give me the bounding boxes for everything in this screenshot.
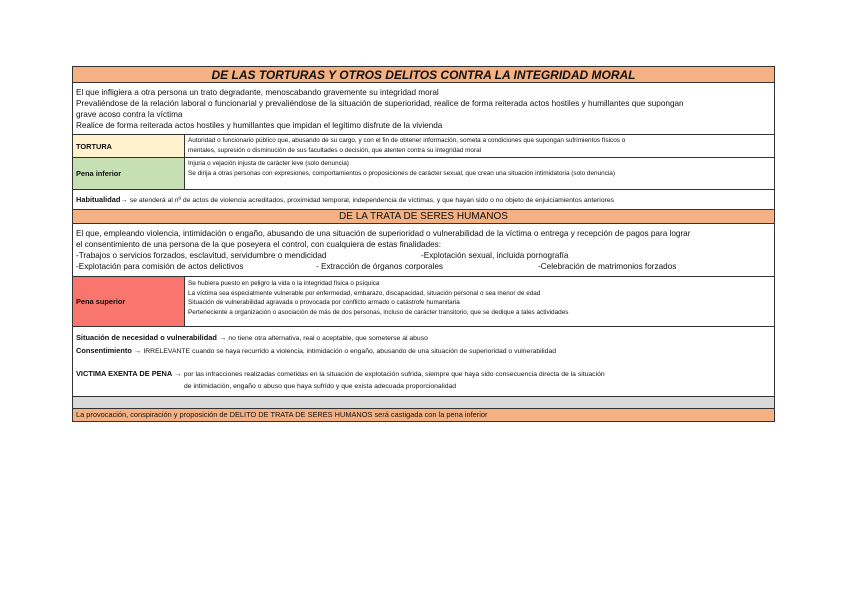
purpose-item: -Explotación sexual, incluida pornografía bbox=[421, 251, 569, 260]
pena-inferior-row bbox=[73, 158, 774, 190]
section-title-trata: DE LA TRATA DE SERES HUMANOS bbox=[73, 210, 774, 224]
situacion-label: Situación de necesidad o vulnerabilidad bbox=[76, 333, 217, 342]
purpose-item: -Trabajos o servicios forzados, esclavitud, servidumbre o mendicidad bbox=[76, 251, 327, 260]
tortura-label: TORTURA bbox=[73, 135, 185, 157]
arrow-icon: → bbox=[133, 346, 142, 355]
tortura-line: mentales, supresión o disminución de sus facultades o decisión, que atenten contra su integridad moral bbox=[188, 146, 482, 154]
pena-superior-line: La víctima sea especialmente vulnerable por enfermedad, embarazo, discapacidad, situación personal o sea menor de edad bbox=[188, 289, 541, 297]
pena-inferior-text bbox=[185, 158, 774, 189]
purpose-item: - Extracción de órganos corporales bbox=[316, 262, 443, 271]
spacer-row bbox=[73, 397, 774, 409]
victima-text-1: por las infracciones realizadas cometidas en la situación de explotación sufrida, siempre que haya sido consecuencia directa de la situación bbox=[183, 371, 605, 378]
consentimiento-label: Consentimiento bbox=[76, 346, 132, 355]
intro-line: Prevaliéndose de la relación laboral o funcionarial y prevaliéndose de la situación de superioridad, realice de forma reiterada actos hostiles y humillantes que supongan bbox=[76, 99, 684, 108]
consentimiento-text: cuando se haya recurrido a violencia, intimidación o engaño, abusando de una situación de superioridad o vulnerabilidad bbox=[192, 348, 557, 355]
pena-inferior-line: Se dirija a otras personas con expresiones, comportamientos o proposiciones de carácter sexual, que crean una situación intimidatoria (solo denuncia) bbox=[188, 169, 615, 177]
purpose-item: -Celebración de matrimonios forzados bbox=[538, 262, 677, 271]
pena-superior-row bbox=[73, 277, 774, 327]
habitualidad-label: Habitualidad bbox=[76, 195, 121, 204]
tortura-row bbox=[73, 135, 774, 158]
section-title-torturas: DE LAS TORTURAS Y OTROS DELITOS CONTRA LA INTEGRIDAD MORAL bbox=[73, 67, 774, 83]
footer-note: La provocación, conspiración y proposición de DELITO DE TRATA DE SERES HUMANOS será castigada con la pena inferior bbox=[73, 409, 774, 421]
trata-intro-line: El que, empleando violencia, intimidación o engaño, abusando de una situación de superioridad o vulnerabilidad de la víctima o entrega y recepción de pagos para lograr bbox=[76, 229, 691, 238]
intro-line: grave acoso contra la víctima bbox=[76, 110, 183, 119]
intro-line: El que infligiera a otra persona un trato degradante, menoscabando gravemente su integridad moral bbox=[76, 88, 439, 97]
victima-line bbox=[76, 368, 771, 381]
arrow-icon: → bbox=[218, 333, 227, 342]
intro-line: Realice de forma reiterada actos hostiles y humillantes que impidan el legítimo disfrute de la vivienda bbox=[76, 121, 443, 130]
pena-superior-line: Se hubiera puesto en peligro la vida o la integridad física o psíquica bbox=[188, 280, 380, 287]
trata-notes bbox=[73, 327, 774, 397]
purposes-line-2 bbox=[76, 261, 771, 272]
pena-inferior-line: Injuria o vejación injusta de carácter leve (solo denuncia) bbox=[188, 160, 349, 167]
consentimiento-line bbox=[76, 345, 771, 358]
situacion-text: no tiene otra alternativa, real o aceptable, que someterse al abuso bbox=[228, 335, 428, 342]
purposes-line-1 bbox=[76, 250, 771, 261]
pena-superior-label: Pena superior bbox=[73, 277, 185, 326]
habitualidad-row bbox=[73, 190, 774, 210]
situacion-line bbox=[76, 332, 771, 345]
summary-table bbox=[72, 66, 775, 422]
victima-label: VICTIMA EXENTA DE PENA bbox=[76, 369, 173, 378]
trata-intro bbox=[73, 224, 774, 277]
purpose-item: -Explotación para comisión de actos delictivos bbox=[76, 262, 244, 271]
pena-superior-text bbox=[185, 277, 774, 326]
torturas-intro bbox=[73, 83, 774, 135]
habitualidad-text: se atenderá al nº de actos de violencia acreditados, proximidad temporal, independencia de víctimas, y que hayan sido o no objeto de enjuiciamientos anteriores bbox=[129, 197, 615, 204]
pena-superior-line: Situación de vulnerabilidad agravada o provocada por conflicto armado o catástrofe humanitaria bbox=[188, 299, 460, 307]
arrow-icon: → bbox=[120, 195, 128, 204]
trata-intro-line: el consentimiento de una persona de la que poseyera el control, con cualquiera de estas finalidades: bbox=[76, 240, 442, 249]
tortura-line: Autoridad o funcionario público que, abusando de su cargo, y con el fin de obtener información, someta a condiciones que supongan sufrimientos físicos o bbox=[188, 137, 626, 144]
arrow-icon: → bbox=[174, 369, 182, 378]
pena-inferior-label: Pena inferior bbox=[73, 158, 185, 189]
victima-text-2: de intimidación, engaño o abuso que haya sufrido y que exista adecuada proporcionalidad bbox=[184, 383, 457, 390]
consentimiento-strong: IRRELEVANTE bbox=[143, 348, 191, 355]
pena-superior-line: Perteneciente a organización o asociación de más de dos personas, incluso de carácter transitorio, que se dedique a tales actividades bbox=[188, 308, 569, 316]
tortura-text bbox=[185, 135, 774, 157]
